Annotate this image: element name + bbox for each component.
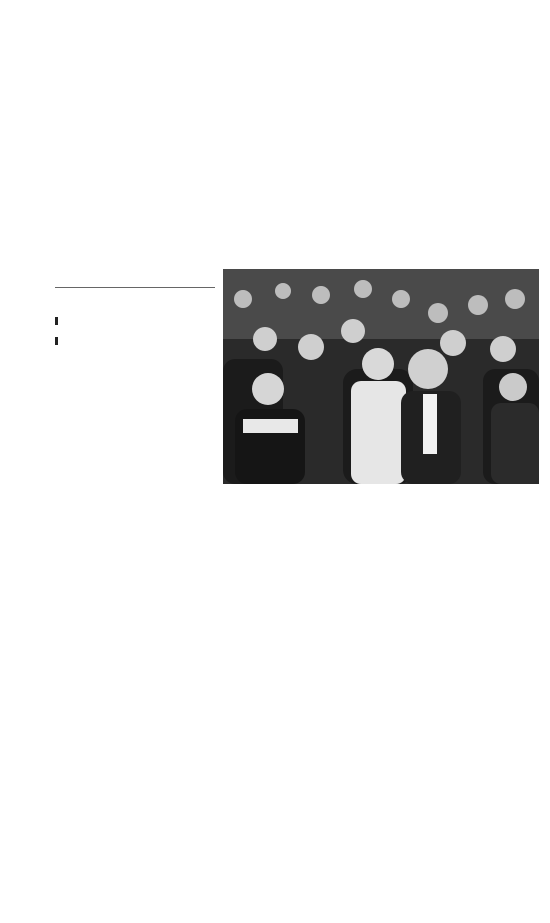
article-column-1 [55,310,215,348]
subtitle-sindaco-tifoso [55,316,215,328]
subtitle-secco-e-gigio [55,336,215,348]
section-label [55,275,215,288]
group-photo-illustration [223,269,539,484]
article-photo [223,269,539,484]
